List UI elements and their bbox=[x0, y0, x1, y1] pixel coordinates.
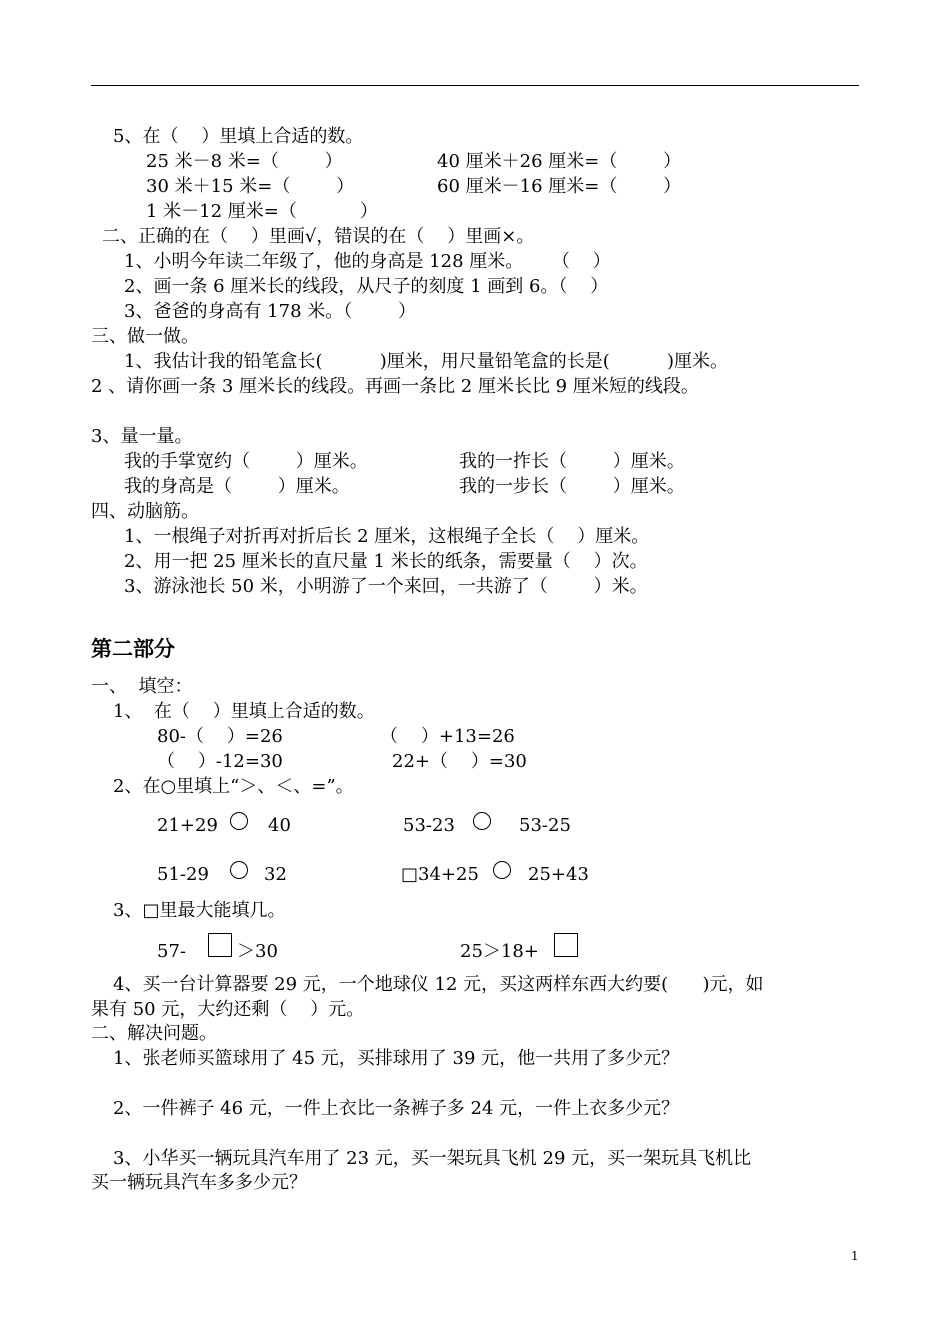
q5-item: 25 米－8 米=（ ） bbox=[146, 151, 343, 172]
measure-item: 我的一拃长（ ）厘米。 bbox=[459, 451, 685, 472]
compare-left: 51-29 bbox=[157, 864, 209, 885]
fill-q1-title: 1、 在（ ）里填上合适的数。 bbox=[113, 701, 375, 722]
brain-item: 3、游泳池长 50 米，小明游了一个来回，一共游了（ ）米。 bbox=[124, 576, 648, 597]
header-rule bbox=[91, 85, 859, 86]
circle-blank-icon bbox=[230, 812, 248, 830]
activity-item: 1、我估计我的铅笔盒长( )厘米，用尺量铅笔盒的长是( )厘米。 bbox=[124, 351, 728, 372]
section-4-title: 四、动脑筋。 bbox=[91, 501, 199, 522]
page-number: 1 bbox=[851, 1249, 859, 1263]
judge-item: 3、爸爸的身高有 178 米。（ ） bbox=[124, 301, 417, 322]
max-digit-right: ＞30 bbox=[237, 941, 278, 962]
compare-left: □34+25 bbox=[401, 864, 479, 885]
max-digit-left: 57- bbox=[157, 941, 186, 962]
word-problem: 3、小华买一辆玩具汽车用了 23 元，买一架玩具飞机 29 元，买一架玩具飞机比 bbox=[113, 1148, 752, 1169]
q5-item: 30 米＋15 米=（ ） bbox=[146, 176, 355, 197]
activity-item: 2 、请你画一条 3 厘米长的线段。再画一条比 2 厘米长比 9 厘米短的线段。 bbox=[91, 376, 699, 397]
judge-item: 2、画一条 6 厘米长的线段，从尺子的刻度 1 画到 6。（ ） bbox=[124, 276, 609, 297]
q5-item: 1 米－12 厘米=（ ） bbox=[146, 201, 378, 222]
compare-right: 32 bbox=[264, 864, 287, 885]
max-digit-title: 3、□里最大能填几。 bbox=[113, 900, 286, 921]
circle-blank-icon bbox=[230, 861, 248, 879]
q5-title: 5、在（ ）里填上合适的数。 bbox=[113, 126, 364, 147]
fill-section-title: 一、 填空： bbox=[91, 676, 193, 697]
part-2-heading: 第二部分 bbox=[91, 637, 175, 661]
compare-right: 53-25 bbox=[519, 815, 571, 836]
circle-blank-icon bbox=[473, 812, 491, 830]
q5-item: 40 厘米＋26 厘米=（ ） bbox=[437, 151, 682, 172]
compare-right: 40 bbox=[268, 815, 291, 836]
fill-q1-item: 22+（ ）=30 bbox=[392, 751, 527, 772]
fill-q1-item: （ ）-12=30 bbox=[157, 751, 283, 772]
fill-q1-item: 80-（ ）=26 bbox=[157, 726, 283, 747]
word-problem: 2、一件裤子 46 元，一件上衣比一条裤子多 24 元，一件上衣多少元？ bbox=[113, 1098, 680, 1119]
word-problem-cont: 买一辆玩具汽车多多少元？ bbox=[91, 1172, 307, 1193]
brain-item: 1、一根绳子对折再对折后长 2 厘米，这根绳子全长（ ）厘米。 bbox=[124, 526, 650, 547]
compare-title: 2、在○里填上“＞、＜、=”。 bbox=[113, 776, 354, 797]
measure-item: 我的一步长（ ）厘米。 bbox=[459, 476, 685, 497]
measure-item: 我的手掌宽约（ ）厘米。 bbox=[124, 451, 368, 472]
square-blank-icon bbox=[554, 933, 578, 957]
measure-title: 3、量一量。 bbox=[91, 426, 193, 447]
q5-item: 60 厘米－16 厘米=（ ） bbox=[437, 176, 682, 197]
section-3-title: 三、做一做。 bbox=[91, 326, 199, 347]
section-2-title: 二、正确的在（ ）里画√，错误的在（ ）里画×。 bbox=[102, 226, 535, 247]
measure-item: 我的身高是（ ）厘米。 bbox=[124, 476, 350, 497]
circle-blank-icon bbox=[493, 861, 511, 879]
shopping-question: 4、买一台计算器要 29 元，一个地球仪 12 元，买这两样东西大约要( )元，如 bbox=[113, 974, 764, 995]
compare-right: 25+43 bbox=[528, 864, 589, 885]
square-blank-icon bbox=[208, 933, 232, 957]
word-problem: 1、张老师买篮球用了 45 元，买排球用了 39 元，他一共用了多少元？ bbox=[113, 1048, 680, 1069]
brain-item: 2、用一把 25 厘米长的直尺量 1 米长的纸条，需要量（ ）次。 bbox=[124, 551, 648, 572]
problem-section-title: 二、解决问题。 bbox=[91, 1023, 217, 1044]
compare-left: 53-23 bbox=[403, 815, 455, 836]
shopping-question-cont: 果有 50 元，大约还剩（ ）元。 bbox=[91, 999, 365, 1020]
max-digit-left: 25＞18+ bbox=[460, 941, 539, 962]
judge-item: 1、小明今年读二年级了，他的身高是 128 厘米。 （ ） bbox=[124, 251, 611, 272]
compare-left: 21+29 bbox=[157, 815, 218, 836]
fill-q1-item: （ ）+13=26 bbox=[380, 726, 515, 747]
